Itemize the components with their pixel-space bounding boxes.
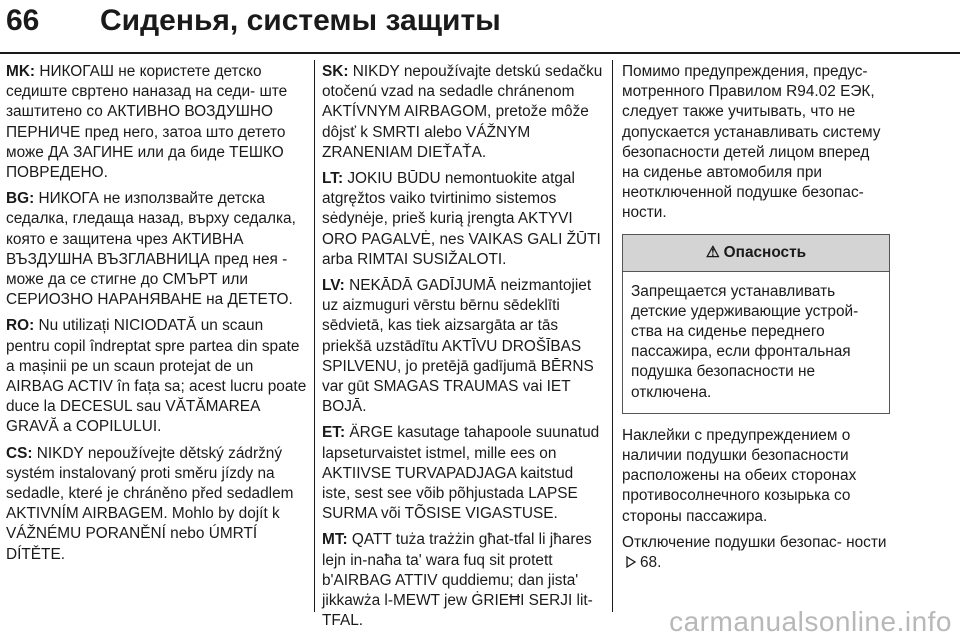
language-code: CS: [6, 444, 33, 462]
sticker-paragraph: Наклейки с предупреждением о наличии подушки безопасности расположены на обеих сторонах противосолнечного козырька со стороны пассажира. [622, 426, 857, 525]
page-number: 66 [6, 4, 40, 37]
paragraph-text: JOKIU BŪDU nemontuokite atgal atgręžtos vaiko tvirtinimo sistemos sėdynėje, prieš kurią įrengta AKTYVI ORO PAGALVĖ, nes VAIKAS GALI ŽŪTI arba RIMTAI SUSIŽALOTI. [322, 170, 601, 268]
danger-text: Запрещается устанавливать детские удерживающие устрой- ства на сиденье переднего пассажира, если фронтальная подушка безопасности не отключена. [631, 282, 859, 401]
language-code: BG: [6, 190, 35, 208]
paragraph-text: NIKDY nepoužívejte dětský zádržný systém instalovaný proti směru jízdy na sedadle, které je chráněno před sedadlem AKTIVNÍM AIRBAGEM. Mohlo by dojít k VÁŽNÉMU PORANĚNÍ nebo ÚMRTÍ DÍTĚTE. [6, 444, 294, 563]
watermark: carmanualsonline.info [669, 606, 952, 637]
paragraph-lt [322, 169, 604, 270]
language-code: SK: [322, 63, 349, 80]
language-code: LT: [322, 170, 344, 188]
deactivation-paragraph [622, 533, 890, 573]
warning-triangle-icon: ⚠ [705, 243, 720, 261]
paragraph-text: НИКОГАШ не користете детско седиште свртено наназад на седи- ште заштитено со АКТИВНО ВОЗДУШНО ПЕРНИЧЕ пред него, затоа што детето може ДА ЗАГИНЕ или да биде ТЕШКО ПОВРЕДЕНО. [6, 63, 288, 182]
paragraph-bg [6, 189, 308, 310]
column-divider [612, 60, 613, 612]
page-reference-link[interactable]: 68. [640, 554, 662, 572]
deactivation-text: Отключение подушки безопас- ности [622, 533, 887, 551]
paragraph-text: НИКОГА не използвайте детска седалка, гледаща назад, върху седалка, която е защитена чрез АКТИВНА ВЪЗДУШНА ВЪЗГЛАВНИЦА пред нея - може да се стигне до СМЪРТ или СЕРИОЗНО НАРАНЯВАНЕ на ДЕТЕТО. [6, 190, 296, 309]
paragraph-mk [6, 62, 308, 183]
column-3 [622, 62, 890, 579]
page-reference-icon [625, 556, 637, 568]
language-code: LV: [322, 277, 345, 295]
language-code: ET: [322, 424, 346, 442]
paragraph-text: NEKĀDĀ GADĪJUMĀ neizmantojiet uz aizmuguri vērstu bērnu sēdeklīti sēdvietā, kas tiek aizsargāta ar tās priekšā uzstādītu AKTĪVU DROŠĪBAS SPILVENU, jo pretējā gadījumā BĒRNS var gūt SMAGAS TRAUMAS vai IET BOJĀ. [322, 277, 594, 416]
column-2 [322, 62, 604, 637]
danger-header [623, 235, 889, 272]
paragraph-lv [322, 276, 604, 417]
intro-paragraph: Помимо предупреждения, предус- мотренного Правилом R94.02 ЕЭК, следует также учитывать, что не допускается устанавливать систему безопасности детей лицом вперед на сиденье автомобиля при неотключенной подушке безопас- ности. [622, 63, 881, 222]
paragraph-et [322, 423, 604, 524]
paragraph-mt [322, 530, 604, 631]
page-header [0, 0, 960, 60]
language-code: MT: [322, 531, 348, 549]
header-rule [0, 52, 960, 54]
language-code: MK: [6, 63, 36, 80]
page-title: Сиденья, системы защиты [100, 4, 501, 37]
language-code: RO: [6, 317, 35, 335]
paragraph-cs [6, 444, 308, 565]
column-divider [314, 60, 315, 612]
paragraph-sk [322, 62, 604, 163]
paragraph-ro [6, 316, 308, 437]
paragraph-text: NIKDY nepoužívajte detskú sedačku otočenú vzad na sedadle chránenom AKTÍVNYM AIRBAGOM, pretože môže dôjsť k SMRTI alebo VÁŽNYM ZRANENIAM DIEŤAŤA. [322, 63, 603, 161]
danger-box [622, 234, 890, 414]
paragraph-text: ÄRGE kasutage tahapoole suunatud lapseturvaistet istmel, mille ees on AKTIIVSE TURVAPADJAGA kaitstud iste, sest see võib põhjustada LAPSE SURMA või TÕSISE VIGASTUSE. [322, 424, 600, 523]
paragraph-text: QATT tuża trażżin għat-tfal li jħares lejn in-naħa ta' wara fuq sit protett b'AIRBAG ATTIV quddiemu; dan jista' jikkawża l-MEWT jew ĠRIEĦI SERJI lit-TFAL. [322, 531, 593, 630]
paragraph-text: Nu utilizați NICIODATĂ un scaun pentru copil îndreptat spre partea din spate a mașinii pe un scaun protejat de un AIRBAG ACTIV în fața sa; acest lucru poate duce la DECESUL sau VĂTĂMAREA GRAVĂ a COPILULUI. [6, 317, 307, 436]
danger-title: Опасность [723, 243, 807, 261]
column-1 [6, 62, 308, 571]
